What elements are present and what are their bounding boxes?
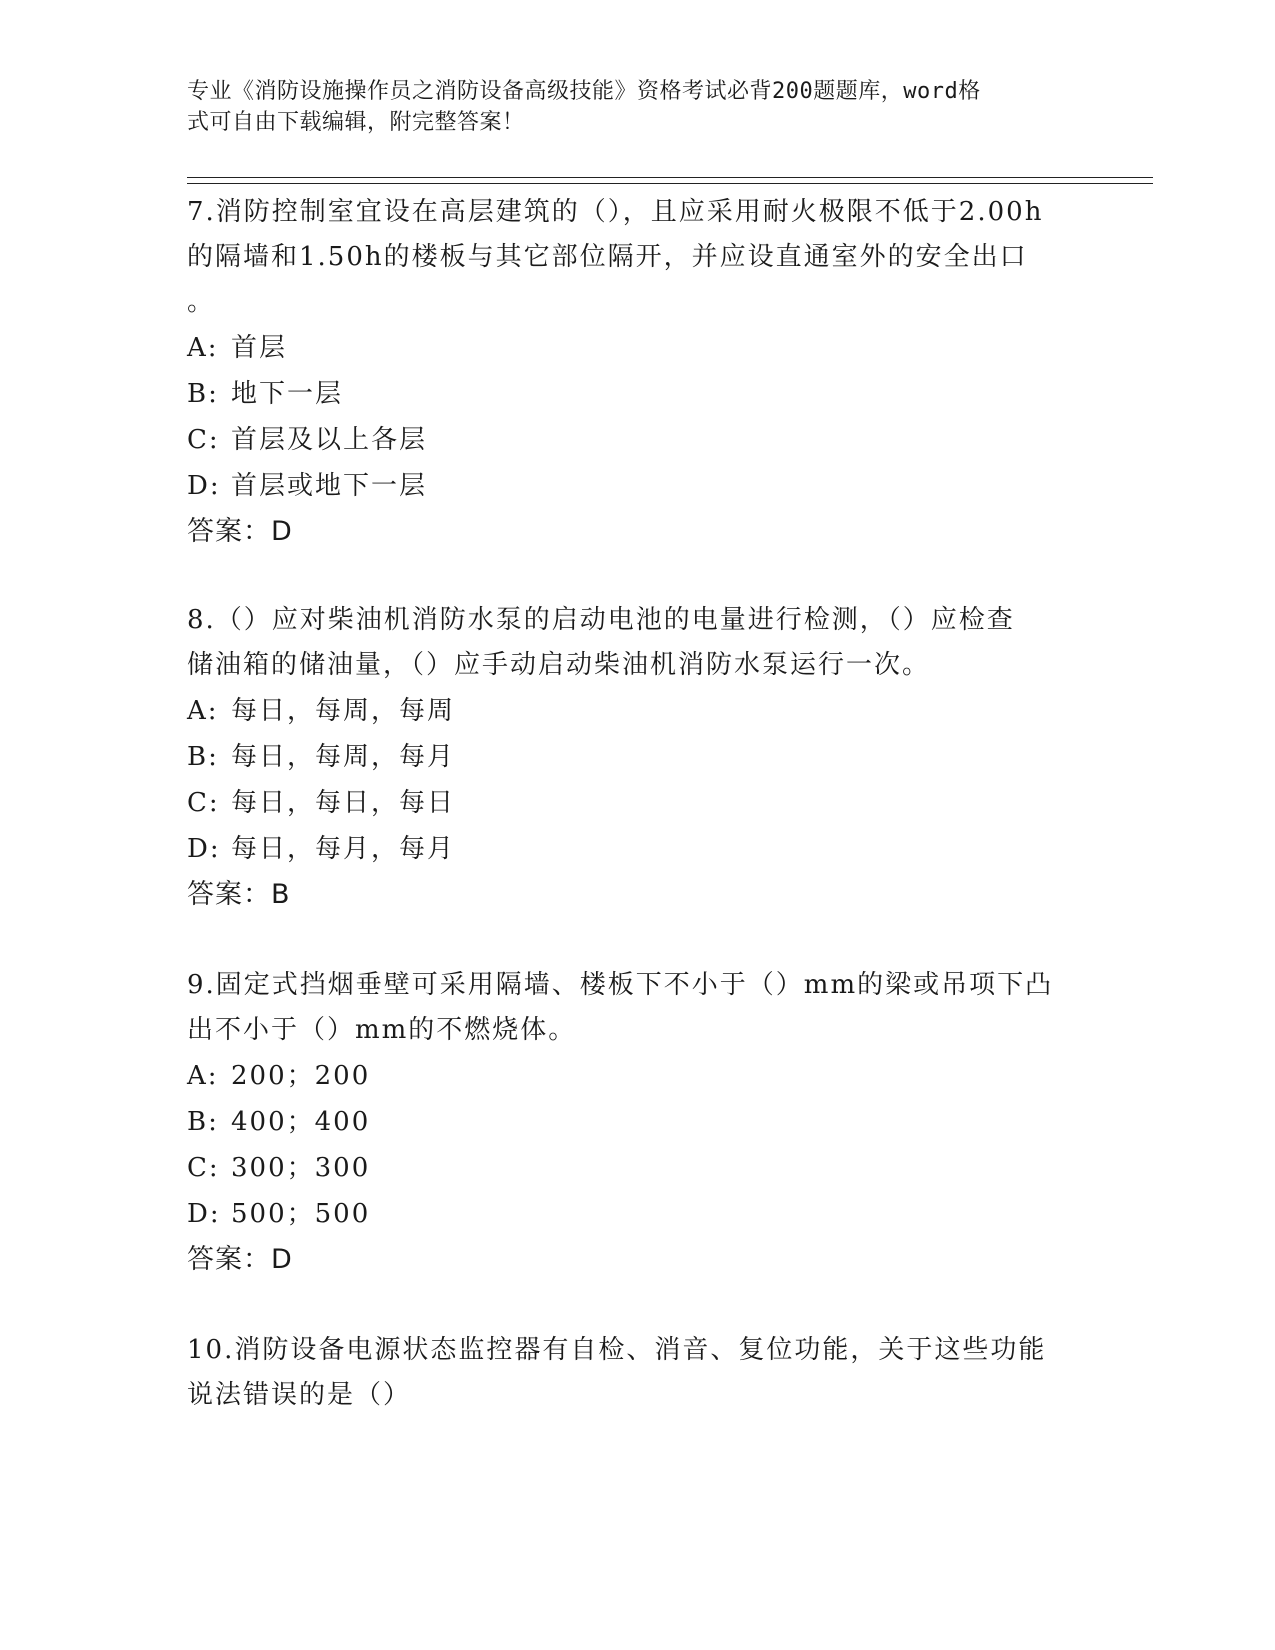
question-stem-line: 出不小于（）mm的不燃烧体。 [187,1015,577,1045]
option-key: A: [187,696,219,726]
question-10 [187,1328,1087,1418]
answer-label: 答案：B [187,879,291,910]
option-text: 400；400 [231,1107,371,1137]
option-key: D: [187,471,221,501]
option-key: D: [187,834,221,864]
option-c [187,417,1087,463]
option-b [187,734,1087,780]
option-text: 首层 [231,333,288,363]
header-line-2: 式可自由下载编辑，附完整答案！ [187,110,525,135]
option-text: 每日，每月，每月 [231,834,456,864]
option-text: 每日，每日，每日 [231,788,456,818]
option-a [187,688,1087,734]
option-text: 300；300 [231,1153,371,1183]
option-text: 地下一层 [231,379,344,409]
option-text: 首层及以上各层 [231,425,428,455]
question-stem-line: 的隔墙和1.50h的楼板与其它部位隔开，并应设直通室外的安全出口 [187,242,1028,272]
option-b [187,371,1087,417]
header-line-1: 专业《消防设施操作员之消防设备高级技能》资格考试必背200题题库，word格 [187,79,981,104]
question-stem-line: 9.固定式挡烟垂壁可采用隔墙、楼板下不小于（）mm的梁或吊项下凸 [187,970,1054,1000]
option-text: 首层或地下一层 [231,471,428,501]
option-key: C: [187,1153,220,1183]
option-key: C: [187,425,220,455]
option-key: A: [187,1061,219,1091]
question-8 [187,598,1087,918]
answer-label: 答案：D [187,516,293,547]
question-stem-line: 8.（）应对柴油机消防水泵的启动电池的电量进行检测，（）应检查 [187,605,1015,635]
option-key: A: [187,333,219,363]
option-a [187,1053,1087,1099]
option-d [187,463,1087,509]
option-key: C: [187,788,220,818]
option-a [187,325,1087,371]
option-key: B: [187,1107,219,1137]
answer-label: 答案：D [187,1244,293,1275]
document-header [187,76,1067,138]
option-key: B: [187,742,219,772]
option-key: D: [187,1199,221,1229]
question-stem-line: 储油箱的储油量，（）应手动启动柴油机消防水泵运行一次。 [187,650,931,680]
option-d [187,1191,1087,1237]
question-stem-line: 。 [187,287,216,317]
option-key: B: [187,379,219,409]
option-c [187,1145,1087,1191]
option-c [187,780,1087,826]
question-stem-line: 10.消防设备电源状态监控器有自检、消音、复位功能，关于这些功能 [187,1335,1047,1365]
option-text: 每日，每周，每周 [231,696,456,726]
question-stem-line: 说法错误的是（） [187,1380,412,1410]
question-stem-line: 7.消防控制室宜设在高层建筑的（），且应采用耐火极限不低于2.00h [187,197,1044,227]
header-divider-top [187,177,1153,178]
option-text: 200；200 [231,1061,371,1091]
option-d [187,826,1087,872]
option-text: 500；500 [231,1199,371,1229]
question-7 [187,190,1087,555]
option-b [187,1099,1087,1145]
header-divider-bottom [187,183,1153,184]
option-text: 每日，每周，每月 [231,742,456,772]
question-9 [187,963,1087,1283]
